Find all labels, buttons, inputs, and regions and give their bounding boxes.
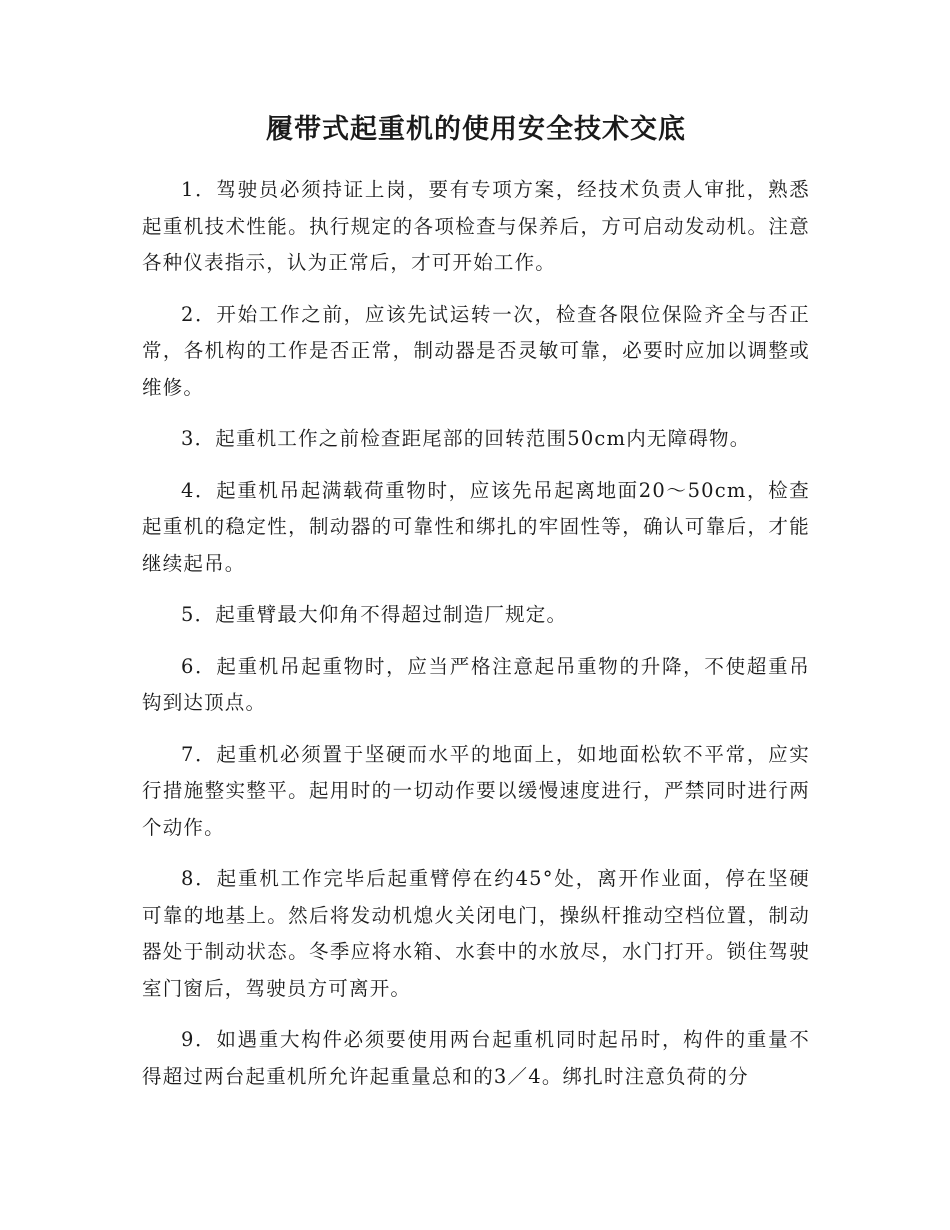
paragraph-7: 7．起重机必须置于坚硬而水平的地面上，如地面松软不平常，应实行措施整实整平。起用时的一切动作要以缓慢速度进行，严禁同时进行两个动作。 — [142, 742, 810, 839]
paragraph-1: 1．驾驶员必须持证上岗，要有专项方案，经技术负责人审批，熟悉起重机技术性能。执行规定的各项检查与保养后，方可启动发动机。注意各种仪表指示，认为正常后，才可开始工作。 — [142, 178, 810, 274]
paragraph-2: 2．开始工作之前，应该先试运转一次，检查各限位保险齐全与否正常，各机构的工作是否正常，制动器是否灵敏可靠，必要时应加以调整或维修。 — [142, 302, 810, 399]
paragraph-4: 4．起重机吊起满载荷重物时，应该先吊起离地面20～50cm，检查起重机的稳定性，制动器的可靠性和绑扎的牢固性等，确认可靠后，才能继续起吊。 — [142, 478, 810, 575]
paragraph-3: 3．起重机工作之前检查距尾部的回转范围50cm内无障碍物。 — [181, 427, 751, 450]
paragraph-6: 6．起重机吊起重物时，应当严格注意起吊重物的升降，不使超重吊钩到达顶点。 — [142, 654, 810, 714]
document-title: 履带式起重机的使用安全技术交底 — [266, 114, 686, 145]
paragraph-8: 8．起重机工作完毕后起重臂停在约45°处，离开作业面，停在坚硬可靠的地基上。然后将发动机熄火关闭电门，操纵杆推动空档位置，制动器处于制动状态。冬季应将水箱、水套中的水放尽，水门打开。锁住驾驶室门窗后，驾驶员方可离开。 — [142, 867, 810, 1000]
paragraph-9: 9．如遇重大构件必须要使用两台起重机同时起吊时，构件的重量不得超过两台起重机所允许起重量总和的3／4。绑扎时注意负荷的分 — [142, 1028, 810, 1088]
document-page — [142, 108, 810, 1110]
paragraph-5: 5．起重臂最大仰角不得超过制造厂规定。 — [181, 603, 568, 626]
